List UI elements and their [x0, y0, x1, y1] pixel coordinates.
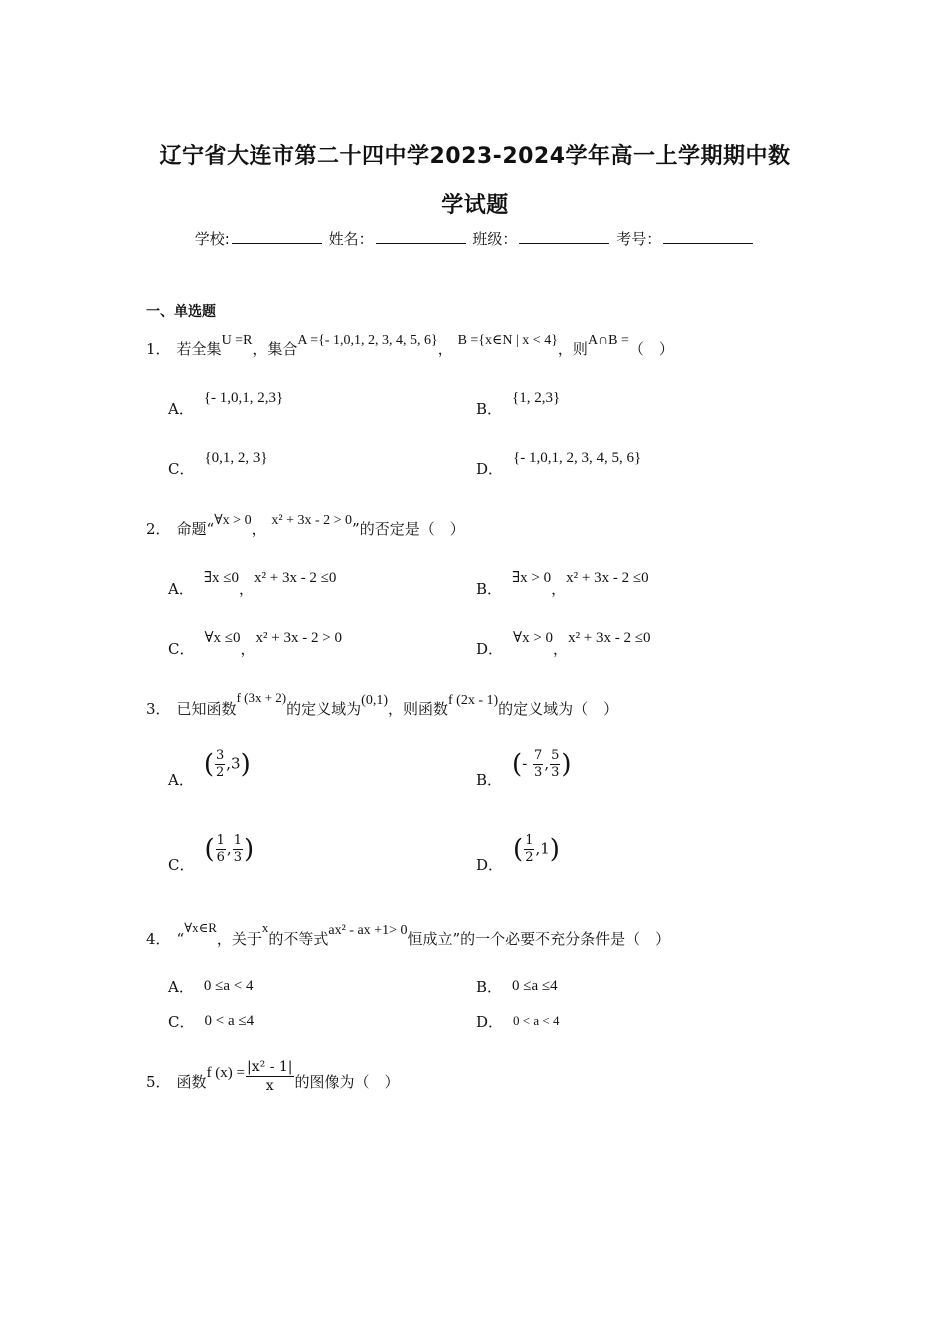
name-blank[interactable] [376, 229, 466, 244]
option-math: 0 < a ≤4 [204, 1013, 255, 1029]
math-interval: (0,1) [361, 693, 388, 708]
question-2 [146, 513, 465, 539]
option-math: ,3 [226, 754, 241, 773]
denominator: 6 [216, 850, 225, 865]
school-label: 学校: [194, 230, 230, 248]
denominator: 2 [525, 850, 534, 865]
answer-paren: （ ） [628, 340, 674, 358]
option-label: B． [476, 400, 503, 418]
option-math: {0,1, 2, 3} [204, 450, 268, 466]
math-inequality: ax² - ax +1> 0 [328, 923, 408, 938]
question-4 [146, 920, 671, 949]
question-number: 2． [146, 520, 171, 538]
fraction [533, 748, 543, 781]
question-text: ”的否定是（ ） [352, 520, 465, 538]
fraction [215, 748, 225, 781]
option-2d[interactable] [476, 630, 651, 659]
option-separator: ， [240, 640, 256, 658]
paren: ) [561, 749, 572, 780]
option-3b[interactable]: B． (- $\frac{7}{3}$ , $\frac{5}{3}$ ) [476, 748, 572, 789]
fraction [524, 833, 534, 866]
option-1d[interactable] [476, 450, 642, 479]
option-1a[interactable] [168, 390, 284, 419]
option-math: {- 1,0,1, 2, 3, 4, 5, 6} [513, 450, 642, 466]
question-text: 已知函数 [176, 700, 237, 718]
numerator: 3 [216, 748, 225, 763]
question-text: 的图像为（ ） [294, 1072, 400, 1091]
option-label: A． [168, 978, 194, 996]
minus-sign: - [522, 754, 533, 773]
question-1 [146, 333, 674, 359]
question-number: 4． [146, 930, 171, 948]
option-separator: ， [551, 580, 567, 598]
option-label: D． [476, 1013, 504, 1031]
number-label: 考号： [616, 230, 662, 248]
question-5 [146, 1058, 400, 1095]
option-math: x² + 3x - 2 ≤0 [568, 630, 651, 646]
option-label: A． [168, 400, 194, 418]
denominator: 3 [233, 850, 242, 865]
option-math: 0 < a < 4 [513, 1013, 560, 1028]
option-4d[interactable] [476, 1011, 559, 1032]
fraction [246, 1058, 293, 1095]
math-function: f (2x - 1) [448, 693, 499, 708]
class-label: 班级： [472, 230, 518, 248]
option-math: {- 1,0,1, 2,3} [203, 390, 284, 406]
math-quantifier: ∀x∈R [184, 920, 217, 935]
question-number: 1． [146, 340, 171, 358]
option-math: x² + 3x - 2 > 0 [255, 630, 342, 646]
question-text: 的定义域为（ ） [498, 700, 619, 718]
question-number: 5． [146, 1072, 171, 1091]
paren: ( [203, 749, 214, 780]
paren: ) [243, 834, 255, 865]
option-math: ∃x ≤0 [203, 570, 239, 586]
option-label: C． [168, 460, 195, 478]
paren: ( [204, 834, 215, 865]
question-text: ，则 [557, 340, 588, 358]
math-set-a: A ={- 1,0,1, 2, 3, 4, 5, 6} [297, 333, 438, 348]
numerator: 1 [233, 833, 242, 848]
numerator: 1 [525, 833, 534, 848]
option-math: x² + 3x - 2 ≤0 [566, 570, 649, 586]
option-label: D． [476, 460, 504, 478]
question-text: ， [251, 520, 267, 538]
option-3a[interactable] [168, 748, 251, 789]
paren: ) [240, 749, 251, 780]
math-set-b: B ={x∈N | x < 4} [457, 333, 558, 348]
question-text: 的定义域为 [286, 700, 362, 718]
student-info-line [0, 228, 950, 249]
exam-title-line1: 辽宁省大连市第二十四中学2023-2024学年高一上学期期中数 [159, 144, 791, 169]
option-4b[interactable] [476, 976, 558, 997]
math-function: f (3x + 2) [236, 690, 287, 705]
denominator: 3 [551, 765, 560, 780]
option-3d[interactable] [476, 833, 560, 874]
school-blank[interactable] [232, 229, 322, 244]
paren: ( [512, 749, 523, 780]
denominator: 3 [534, 765, 543, 780]
number-blank[interactable] [663, 229, 753, 244]
name-label: 姓名： [328, 230, 374, 248]
option-separator: ， [238, 580, 254, 598]
fraction [233, 833, 243, 866]
option-3c[interactable]: C． ( $\frac{1}{6}$ , $\frac{1}{3}$ ) [168, 833, 255, 874]
option-math: 0 ≤a ≤4 [512, 978, 558, 994]
option-2c[interactable] [168, 630, 342, 659]
numerator: 1 [216, 833, 225, 848]
numerator: 5 [551, 748, 560, 763]
math-intersection: A∩B = [587, 333, 629, 348]
numerator: |x² - 1| [247, 1059, 293, 1075]
fraction [216, 833, 226, 866]
option-math: ,1 [535, 839, 550, 858]
option-1c[interactable] [168, 450, 268, 479]
option-label: D． [476, 640, 504, 658]
question-text: 的不等式 [268, 930, 329, 948]
option-math: 0 ≤a < 4 [203, 978, 254, 994]
option-1b[interactable] [476, 390, 561, 419]
option-label: D． [476, 855, 504, 874]
option-math: ∀x ≤0 [204, 630, 241, 646]
option-math: ∀x > 0 [513, 630, 554, 646]
paren: ( [513, 834, 524, 865]
question-text: ，则函数 [387, 700, 448, 718]
option-label: B． [476, 978, 503, 996]
math-universal-set: U =R [221, 333, 253, 348]
option-math: ∃x > 0 [512, 570, 552, 586]
math-function: f (x) = [206, 1064, 246, 1081]
question-text: ， [437, 340, 453, 358]
option-label: B． [476, 580, 503, 598]
question-text: “ [176, 930, 185, 948]
option-4c[interactable] [168, 1011, 254, 1032]
question-text: 恒成立”的一个必要不充分条件是（ ） [407, 930, 671, 948]
option-2a[interactable] [168, 570, 337, 599]
option-math: x² + 3x - 2 ≤0 [253, 570, 337, 586]
question-text: ，集合 [252, 340, 298, 358]
fraction [550, 748, 560, 781]
option-label: C． [168, 855, 195, 874]
class-blank[interactable] [519, 229, 609, 244]
denominator: 2 [216, 765, 225, 780]
option-4a[interactable] [168, 976, 253, 997]
question-text: ，关于 [216, 930, 262, 948]
option-2b[interactable] [476, 570, 649, 599]
numerator: 7 [534, 748, 543, 763]
exam-title-line2: 学试题 [441, 193, 509, 218]
option-label: C． [168, 1013, 195, 1031]
question-3 [146, 690, 619, 719]
math-variable: x [261, 920, 269, 935]
question-number: 3． [146, 700, 171, 718]
option-label: A． [168, 580, 194, 598]
option-label: B． [476, 770, 503, 789]
option-separator: ， [553, 640, 569, 658]
option-label: A． [168, 770, 194, 789]
math-inequality: x² + 3x - 2 > 0 [271, 513, 353, 528]
section-heading: 一、单选题 [146, 304, 216, 320]
denominator: x [265, 1078, 274, 1094]
option-math: {1, 2,3} [512, 390, 561, 406]
paren: ) [549, 834, 560, 865]
math-quantifier: ∀x > 0 [214, 513, 252, 528]
question-text: 函数 [176, 1072, 207, 1091]
question-text: 命题“ [176, 520, 215, 538]
question-text: 若全集 [176, 340, 222, 358]
option-label: C． [168, 640, 195, 658]
